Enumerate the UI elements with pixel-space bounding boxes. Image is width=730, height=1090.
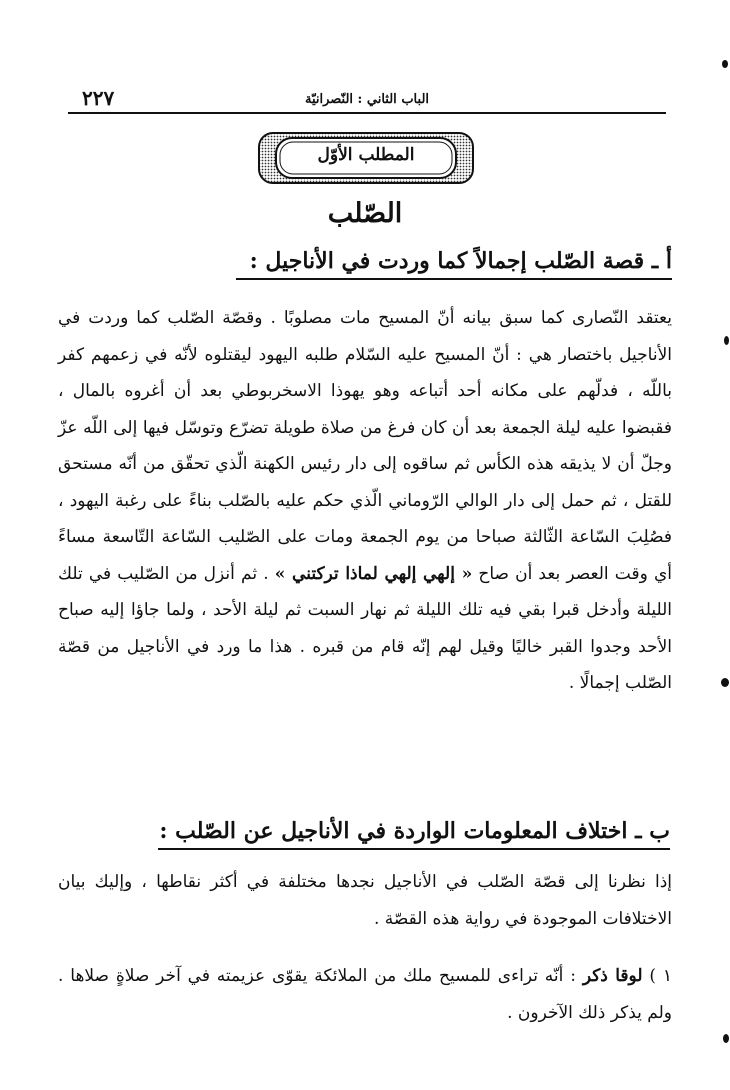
page-number: ٢٢٧ <box>82 86 115 110</box>
chapter-title: الصّلب <box>327 198 403 229</box>
section-b-heading: ب ـ اختلاف المعلومات الواردة في الأناجيل عن الصّلب : <box>158 818 670 850</box>
page-header <box>68 86 666 114</box>
margin-ink-mark <box>721 678 729 687</box>
running-title: الباب الثاني : النّصرانيّة <box>304 92 430 107</box>
margin-ink-mark <box>724 336 729 345</box>
paragraph-text-end: . ثم أنزل من الصّليب في تلك الليلة وأدخل قبرا بقي فيه تلك الليلة ثم نهار السبت ثم ليلة الأحد ، ولما جاؤا إليه صباح الأحد وجدوا القبر خاليًا وقيل لهم إنّه قام من قبره . هذا ما ورد في الأناجيل من قصّة الصّلب إجمالًا . <box>58 563 672 693</box>
section-banner <box>258 132 474 184</box>
banner-label: المطلب الأوّل <box>317 145 415 165</box>
section-b-paragraph: إذا نظرنا إلى قصّة الصّلب في الأناجيل نجدها مختلفة في أكثر نقاطها ، وإليك بيان الاختلافات الموجودة في رواية هذه القصّة . <box>58 872 672 929</box>
section-a-heading: أ ـ قصة الصّلب إجمالاً كما وردت في الأناجيل : <box>236 248 672 280</box>
item-text: : أنّه تراءى للمسيح ملك من الملائكة يقوّى عزيمته في آخر صلاةٍ صلاها . ولم يذكر ذلك الآخرون . <box>58 966 672 1023</box>
paragraph-text-start: يعتقد النّصارى كما سبق بيانه أنّ المسيح مات مصلوبًا . وقصّة الصّلب كما وردت في الأناجيل باختصار هي : أنّ المسيح عليه السّلام طلبه اليهود ليقتلوه لأنّه في زعمهم كفر باللّه ، فدلّهم على مكانه أحد أتباعه وهو يهوذا الاسخربوطي بعد أن أغروه بالمال ، فقبضوا عليه ليلة الجمعة بعد أن كان فرغ من صلاة طويلة تضرّع وتوسّل فيها إلى اللّه عزّ وجلّ أن لا يذيقه هذه الكأس ثم ساقوه إلى دار رئيس الكهنة الّذي تحقّق من أنّه مستحق للقتل ، ثم حمل إلى دار الوالي الرّوماني الّذي حكم عليه بالصّلب بناءً على رغبة اليهود ، فصُلِبَ السّاعة الثّالثة صباحا من يوم الجمعة ومات على الصّليب السّاعة التّاسعة مساءً أي وقت العصر بعد أن صاح <box>58 308 672 584</box>
margin-ink-mark <box>722 60 728 68</box>
list-item <box>58 958 672 1031</box>
margin-ink-mark <box>723 1034 729 1043</box>
item-source: لوقا ذكر <box>582 966 643 986</box>
item-number: ١ ) <box>649 966 672 986</box>
quoted-cry: « إلهي إلهي لماذا تركتني » <box>274 563 473 584</box>
section-a-paragraph <box>58 300 672 702</box>
